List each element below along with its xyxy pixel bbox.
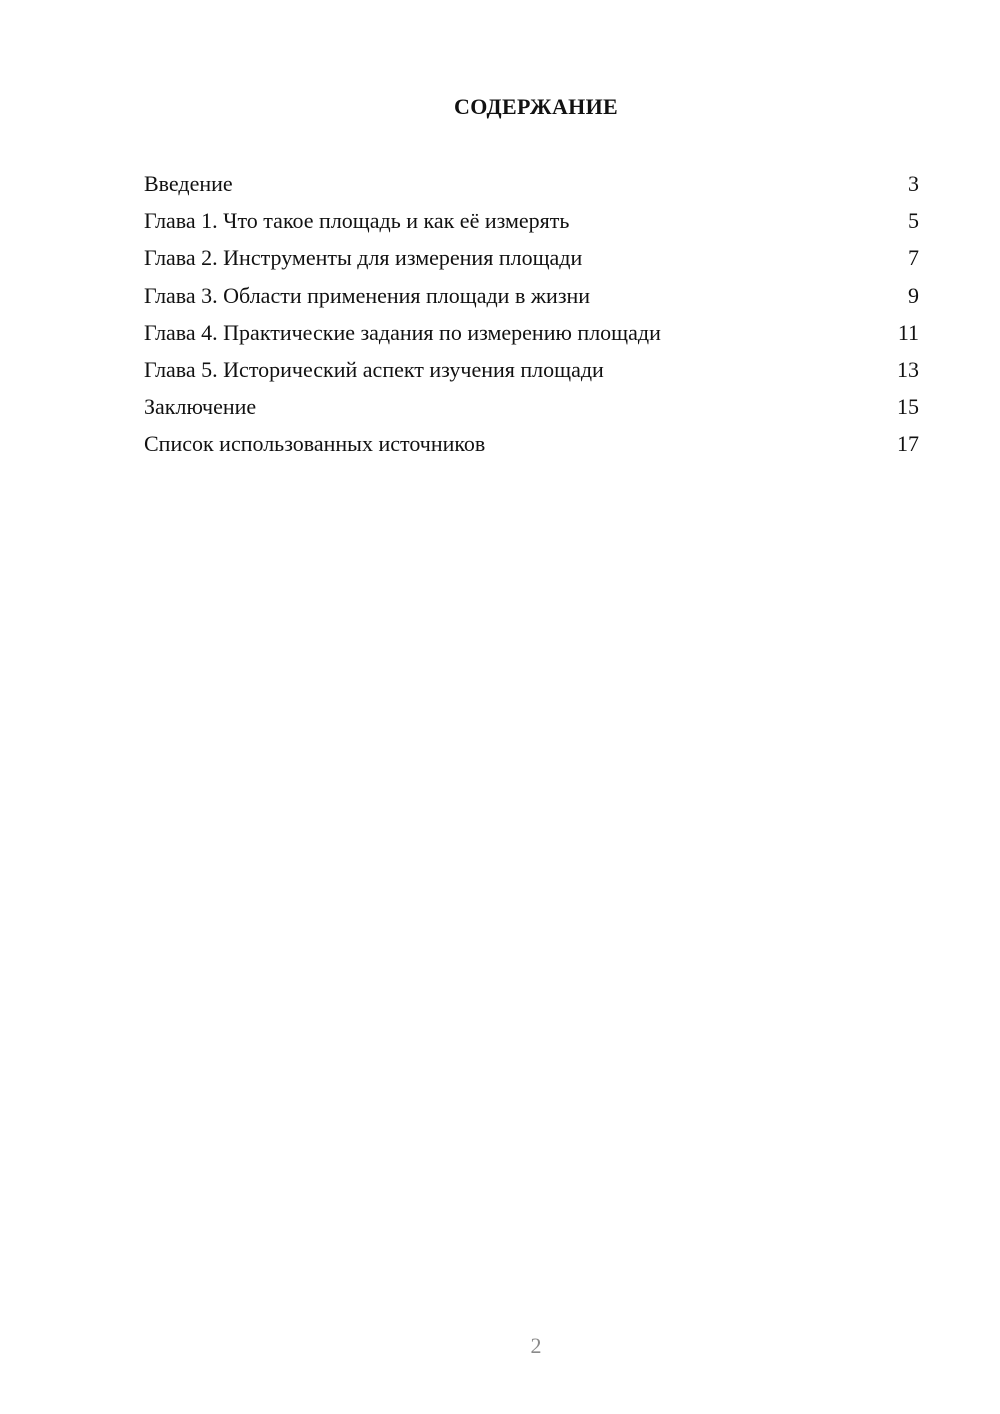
toc-entry-label: Глава 2. Инструменты для измерения площади xyxy=(144,245,583,271)
toc-entry-page: 17 xyxy=(897,431,919,457)
toc-entry-conclusion xyxy=(144,392,919,429)
toc-entry-chapter-4 xyxy=(144,318,919,355)
toc-entry-chapter-2 xyxy=(144,243,919,280)
toc-entry-page: 5 xyxy=(908,208,919,234)
toc-entry-label: Список использованных источников xyxy=(144,431,486,457)
table-of-contents xyxy=(144,169,919,467)
toc-entry-page: 15 xyxy=(897,394,919,420)
toc-entry-label: Глава 3. Области применения площади в жизни xyxy=(144,282,591,308)
page-title: СОДЕРЖАНИЕ xyxy=(454,94,618,119)
toc-entry-introduction xyxy=(144,169,919,206)
toc-entry-page: 3 xyxy=(908,171,919,196)
toc-entry-label: Введение xyxy=(144,171,233,196)
page-number: 2 xyxy=(530,1333,542,1358)
toc-entry-page: 11 xyxy=(897,319,919,345)
toc-entry-page: 13 xyxy=(897,356,919,382)
toc-entry-label: Глава 1. Что такое площадь и как её измерять xyxy=(144,208,570,234)
toc-entry-label: Глава 4. Практические задания по измерению площади xyxy=(144,319,661,345)
toc-entry-page: 9 xyxy=(908,282,919,308)
toc-entry-chapter-5 xyxy=(144,355,919,392)
toc-entry-page: 7 xyxy=(908,245,919,271)
toc-entry-chapter-1 xyxy=(144,206,919,243)
toc-entry-references xyxy=(144,429,919,466)
toc-entry-label: Глава 5. Исторический аспект изучения площади xyxy=(144,356,604,382)
toc-entry-label: Заключение xyxy=(144,394,257,420)
toc-entry-chapter-3 xyxy=(144,281,919,318)
